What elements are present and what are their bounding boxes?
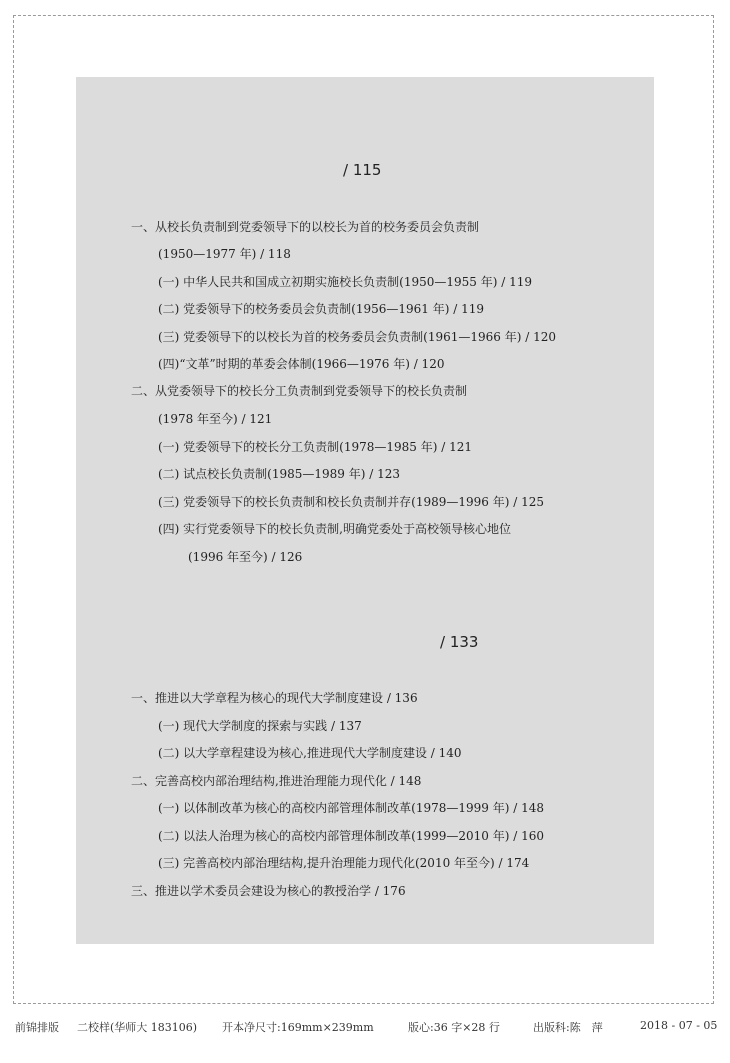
toc-entry: 三、推进以学术委员会建设为核心的教授治学 / 176 bbox=[131, 884, 406, 898]
toc-entry: (二) 试点校长负责制(1985—1989 年) / 123 bbox=[158, 467, 401, 481]
footer-type-area: 版心:36 字×28 行 bbox=[408, 1021, 500, 1034]
toc-entry: (四) 实行党委领导下的校长负责制,明确党委处于高校领导核心地位 bbox=[158, 522, 511, 536]
toc-entry: (一) 以体制改革为核心的高校内部管理体制改革(1978—1999 年) / 148 bbox=[158, 801, 545, 815]
toc-entry-continuation: (1978 年至今) / 121 bbox=[158, 412, 273, 426]
footer-proof: 二校样(华师大 183106) bbox=[77, 1021, 198, 1034]
footer-dept: 出版科:陈 萍 bbox=[533, 1021, 603, 1034]
toc-entry: (三) 党委领导下的校长负责制和校长负责制并存(1989—1996 年) / 125 bbox=[158, 495, 545, 509]
toc-entry: 二、完善高校内部治理结构,推进治理能力现代化 / 148 bbox=[131, 774, 422, 788]
toc-entry: (三) 完善高校内部治理结构,提升治理能力现代化(2010 年至今) / 174 bbox=[158, 856, 530, 870]
toc-entry: 一、从校长负责制到党委领导下的以校长为首的校务委员会负责制 bbox=[131, 220, 480, 234]
section-heading-2: / 133 bbox=[440, 633, 479, 651]
toc-entry: (四)“文革”时期的革委会体制(1966—1976 年) / 120 bbox=[158, 357, 445, 371]
toc-entry: (一) 现代大学制度的探索与实践 / 137 bbox=[158, 719, 362, 733]
toc-entry: (一) 中华人民共和国成立初期实施校长负责制(1950—1955 年) / 119 bbox=[158, 275, 533, 289]
toc-entry-continuation: (1996 年至今) / 126 bbox=[188, 550, 303, 564]
toc-entry: 二、从党委领导下的校长分工负责制到党委领导下的校长负责制 bbox=[131, 384, 468, 398]
toc-entry: (一) 党委领导下的校长分工负责制(1978—1985 年) / 121 bbox=[158, 440, 473, 454]
toc-entry: (三) 党委领导下的以校长为首的校务委员会负责制(1961—1966 年) / 120 bbox=[158, 330, 557, 344]
toc-entry: (二) 党委领导下的校务委员会负责制(1956—1961 年) / 119 bbox=[158, 302, 485, 316]
footer-typesetter: 前锦排版 bbox=[15, 1021, 59, 1034]
footer-trim-size: 开本净尺寸:169mm×239mm bbox=[222, 1021, 374, 1034]
toc-entry: (二) 以法人治理为核心的高校内部管理体制改革(1999—2010 年) / 160 bbox=[158, 829, 545, 843]
footer-date: 2018 - 07 - 05 bbox=[640, 1019, 718, 1032]
toc-entry: (二) 以大学章程建设为核心,推进现代大学制度建设 / 140 bbox=[158, 746, 462, 760]
toc-entry: 一、推进以大学章程为核心的现代大学制度建设 / 136 bbox=[131, 691, 418, 705]
toc-entry-continuation: (1950—1977 年) / 118 bbox=[158, 247, 291, 261]
section-heading-1: / 115 bbox=[343, 161, 382, 179]
